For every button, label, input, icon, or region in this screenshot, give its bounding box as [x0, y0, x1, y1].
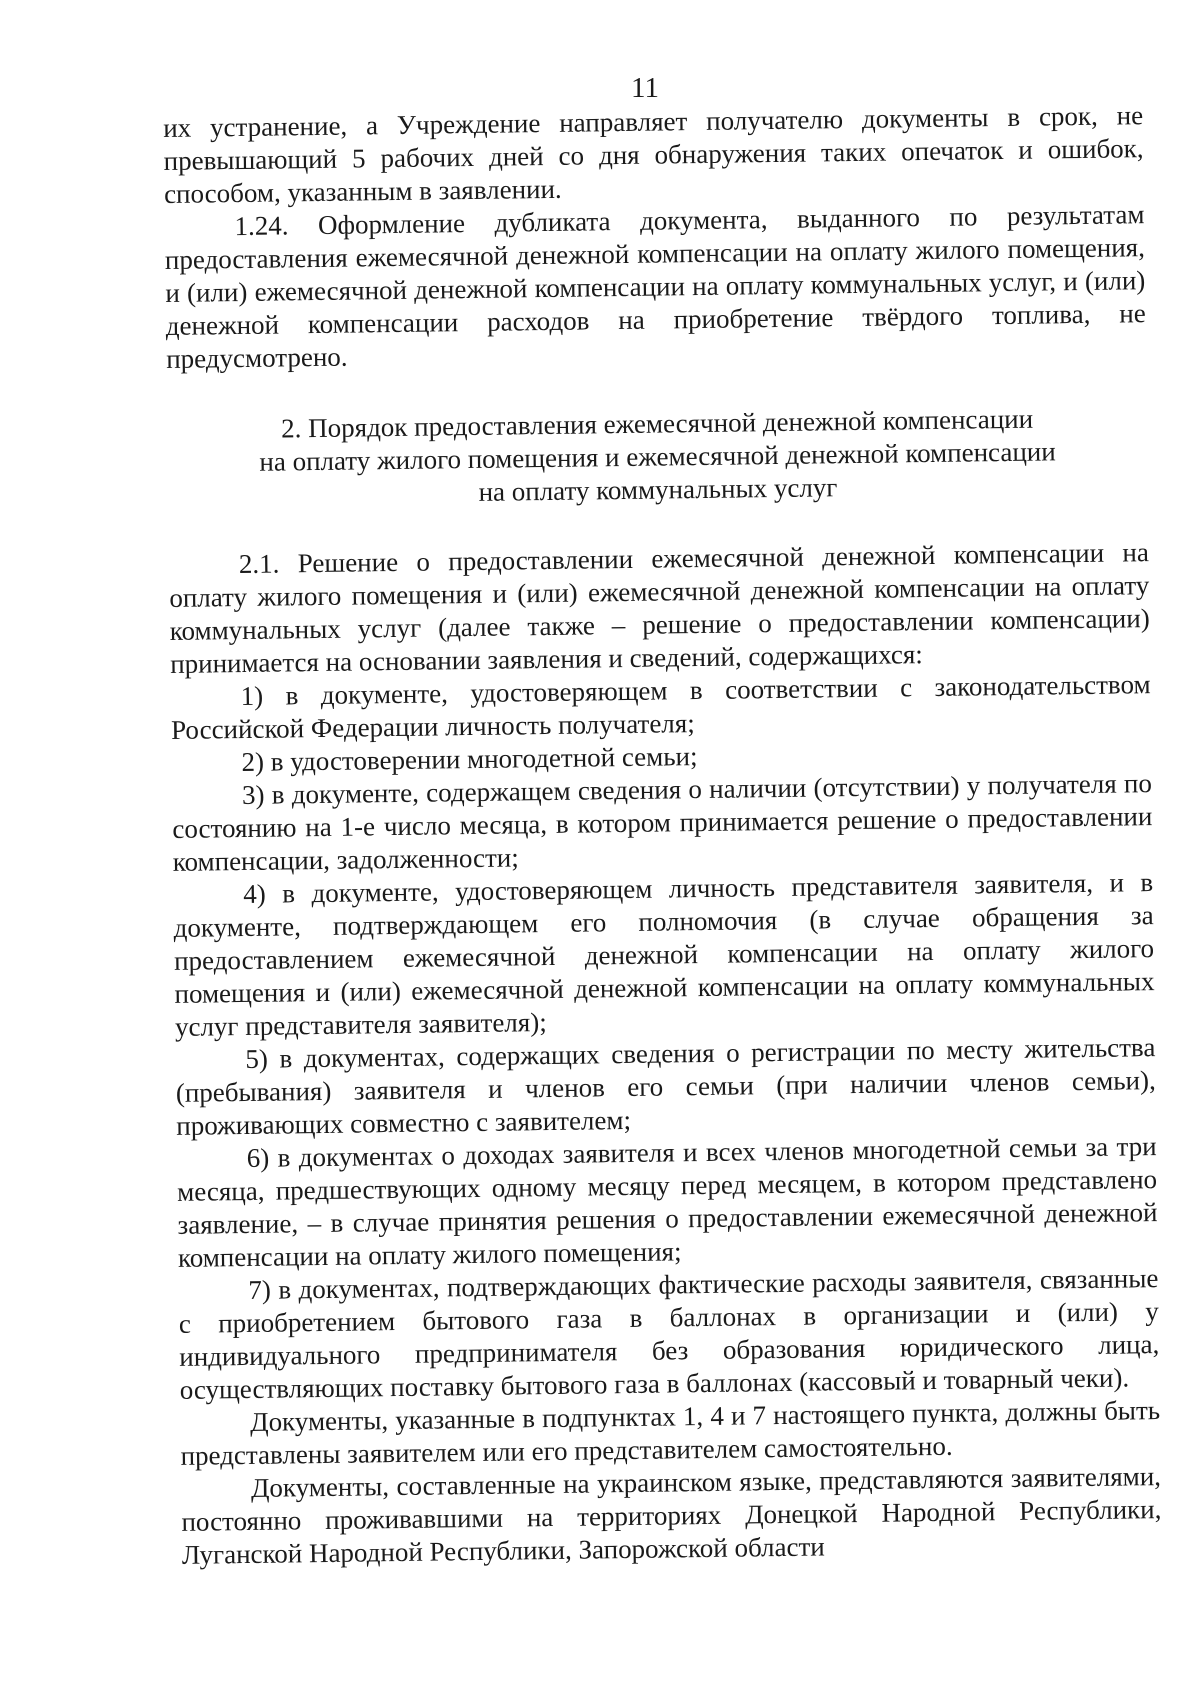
section-heading — [167, 401, 1148, 513]
list-item: 7) в документах, подтверждающих фактические расходы заявителя, связанные с приобретением бытового газа в баллонах в организации и (или) у индивидуального предпринимателя без образования юридического лица, осуществляющих поставку бытового газа в баллонах (кассовый и товарный чеки). — [178, 1263, 1160, 1405]
paragraph-2-1: 2.1. Решение о предоставлении ежемесячной денежной компенсации на оплату жилого помещения и (или) ежемесячной денежной компенсации на оплату коммунальных услуг (далее также – решение о предоставлении компенсации) принимается на основании заявления и сведений, содержащихся: — [169, 537, 1150, 679]
section-heading-line-2: на оплату жилого помещения и ежемесячной денежной компенсации — [259, 436, 1056, 477]
list-item: 5) в документах, содержащих сведения о регистрации по месту жительства (пребывания) заявителя и членов его семьи (при наличии членов семьи), проживающих совместно с заявителем; — [175, 1032, 1156, 1141]
section-heading-line-1: 2. Порядок предоставления ежемесячной денежной компенсации — [280, 403, 1034, 444]
page-number: 11 — [631, 72, 659, 104]
paragraph-1-24: 1.24. Оформление дубликата документа, выданного по результатам предоставления ежемесячной денежной компенсации на оплату жилого помещения, и (или) ежемесячной денежной компенсации на оплату коммунальных услуг, и (или) денежной компенсации расходов на приобретение твёрдого топлива, не предусмотрено. — [164, 199, 1146, 374]
list-item: 3) в документе, содержащем сведения о наличии (отсутствии) у получателя по состоянию на 1-е число месяца, в котором принимается решение о предоставлении компенсации, задолженности; — [172, 768, 1153, 877]
list-item: 1) в документе, удостоверяющем в соответствии с законодательством Российской Федерации личность получателя; — [170, 669, 1151, 745]
section-heading-line-3: на оплату коммунальных услуг — [478, 472, 838, 507]
closing-paragraph-2: Документы, составленные на украинском языке, представляются заявителями, постоянно проживавшими на территориях Донецкой Народной Республики, Луганской Народной Республики, Запорожской области — [181, 1461, 1162, 1570]
list-item: 6) в документах о доходах заявителя и всех членов многодетной семьи за три месяца, предшествующих одному месяцу перед месяцем, в котором представлено заявление, – в случае принятия решения о предоставлении ежемесячной денежной компенсации на оплату жилого помещения; — [176, 1131, 1158, 1273]
list-item: 4) в документе, удостоверяющем личность представителя заявителя, и в документе, подтверждающем его полномочия (в случае обращения за предоставлением ежемесячной денежной компенсации на оплату жилого помещения и (или) ежемесячной денежной компенсации на оплату коммунальных услуг представителя заявителя); — [173, 867, 1155, 1042]
document-body — [163, 99, 1162, 1572]
list-item: 2) в удостоверении многодетной семьи; — [241, 741, 698, 778]
closing-paragraph-1: Документы, указанные в подпунктах 1, 4 и 7 настоящего пункта, должны быть представлены заявителем или его представителем самостоятельно. — [180, 1395, 1161, 1471]
continuation-paragraph: их устранение, а Учреждение направляет получателю документы в срок, не превышающий 5 рабочих дней со дня обнаружения таких опечаток и ошибок, способом, указанным в заявлении. — [163, 100, 1144, 209]
